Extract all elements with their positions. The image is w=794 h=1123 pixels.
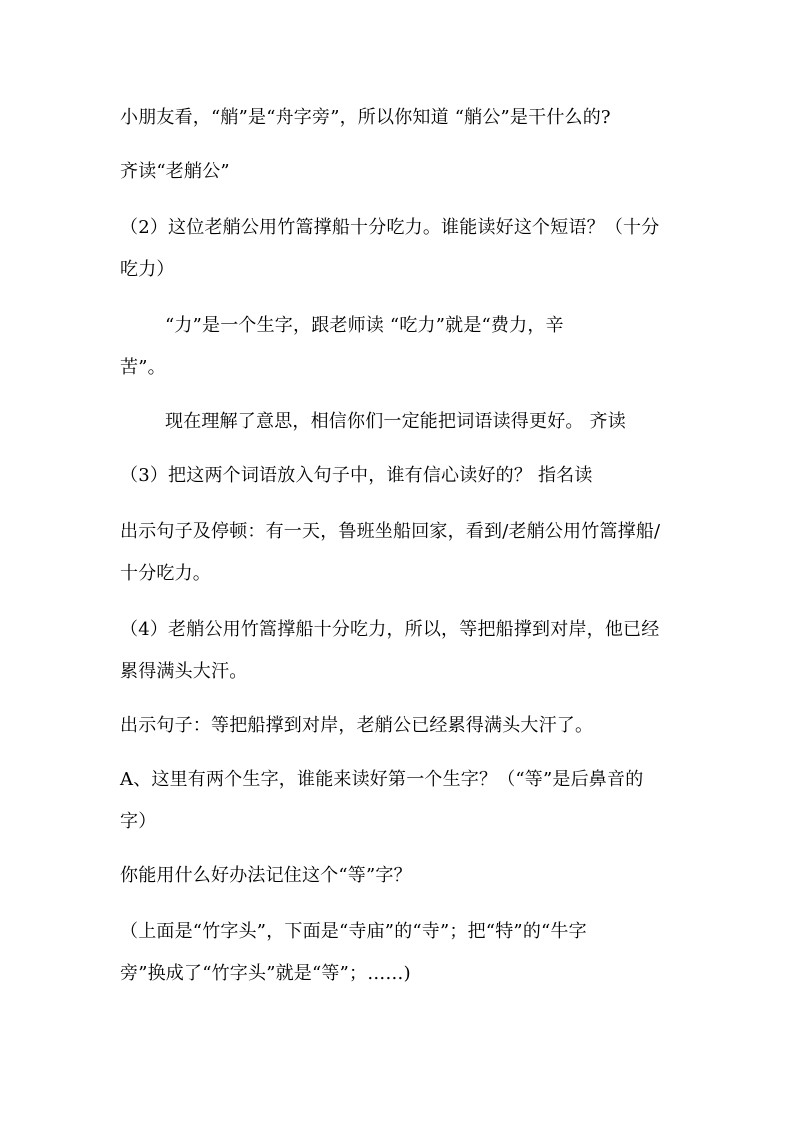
paragraph-line: （2）这位老艄公用竹篙撑船十分吃力。谁能读好这个短语？（十分 xyxy=(120,217,660,238)
paragraph-line: 现在理解了意思，相信你们一定能把词语读得更好。 齐读 xyxy=(165,411,626,432)
paragraph-line: 字） xyxy=(120,811,157,832)
paragraph-line: 你能用什么好办法记住这个“等”字？ xyxy=(120,865,412,886)
paragraph-line: 累得满头大汗。 xyxy=(120,661,248,682)
paragraph-line: 旁”换成了“竹字头”就是“等”；……) xyxy=(120,963,411,984)
paragraph-line: A、这里有两个生字，谁能来读好第一个生字？（“等”是后鼻音的 xyxy=(120,769,644,790)
paragraph-line: 苦”。 xyxy=(120,357,166,378)
paragraph-line: 十分吃力。 xyxy=(120,563,211,584)
paragraph-line: 吃力） xyxy=(120,259,175,280)
paragraph-line: （4）老艄公用竹篙撑船十分吃力，所以，等把船撑到对岸，他已经 xyxy=(120,619,660,640)
paragraph-line: “力”是一个生字，跟老师读 “吃力”就是“费力，辛 xyxy=(165,315,564,336)
paragraph-line: 小朋友看，“艄”是“舟字旁”，所以你知道 “艄公”是干什么的? xyxy=(120,107,611,128)
paragraph-line: 齐读“老艄公” xyxy=(120,161,230,182)
paragraph-line: （3）把这两个词语放入句子中，谁有信心读好的？ 指名读 xyxy=(120,465,593,486)
paragraph-line: 出示句子：等把船撑到对岸，老艄公已经累得满头大汗了。 xyxy=(120,715,594,736)
paragraph-line: 出示句子及停顿：有一天，鲁班坐船回家，看到/老艄公用竹篙撑船/ xyxy=(120,521,661,542)
paragraph-line: （上面是“竹字头”，下面是“寺庙”的“寺”；把“特”的“牛字 xyxy=(120,921,587,942)
